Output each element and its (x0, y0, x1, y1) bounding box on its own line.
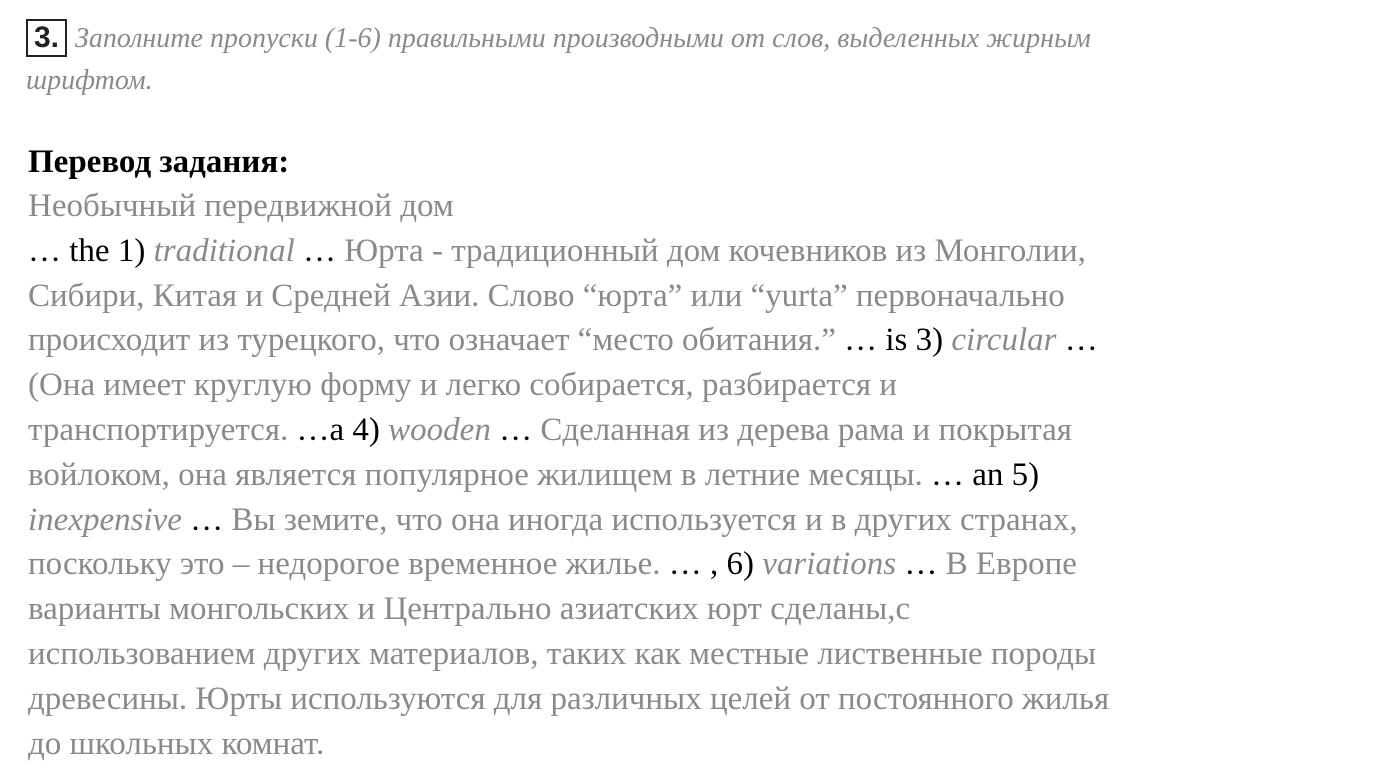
text-line-1 (28, 229, 1348, 274)
text-title: Необычный передвижной дом (28, 188, 454, 224)
answer-6-word: variations (762, 546, 897, 583)
text-line-8 (28, 542, 1348, 587)
task-number-badge: 3. (26, 19, 67, 57)
text-segment: войлоком, она является популярное жилищем в летние месяцы. (28, 456, 932, 493)
answer-4-suffix: … (490, 411, 533, 448)
answer-6-suffix: … (896, 546, 938, 583)
text-segment: поскольку это – недорогое временное жилье. (28, 546, 669, 583)
text-line-10: использованием других материалов, таких как местные лиственные породы (28, 635, 1097, 672)
text-line-5 (28, 408, 1348, 453)
answer-5-suffix: … (181, 501, 224, 538)
answer-4-word: wooden (388, 411, 491, 448)
task-instruction (26, 18, 1356, 102)
text-segment: происходит из турецкого, что означает “место обитания.” (28, 322, 845, 359)
text-line-7 (28, 498, 1348, 543)
text-segment: транспортируется. (28, 411, 297, 448)
text-segment: Сделанная из дерева рама и покрытая (532, 411, 1072, 448)
text-segment: В Европе (937, 546, 1077, 583)
text-line-9: варианты монгольских и Центрально азиатских юрт сделаны,с (28, 591, 911, 628)
answer-1-suffix: … (294, 232, 336, 269)
text-line-6 (28, 453, 1348, 498)
answer-1-prefix: … the 1) (28, 232, 154, 269)
text-line-11: древесины. Юрты используются для различных целей от постоянного жилья (28, 680, 1110, 717)
text-line-4: (Она имеет круглую форму и легко собирается, разбирается и (28, 367, 897, 404)
answer-6-prefix: … , 6) (668, 546, 763, 583)
translation-body (28, 184, 1348, 766)
answer-5-word: inexpensive (28, 501, 182, 538)
answer-3-suffix: … (1056, 322, 1098, 359)
instruction-text-line2: шрифтом. (26, 65, 153, 96)
text-line-2: Сибири, Китая и Средней Азии. Слово “юрта” или “yurta” первоначально (28, 277, 1065, 314)
text-segment: Юрта - традиционный дом кочевников из Монголии, (336, 232, 1086, 269)
instruction-text-line1: Заполните пропуски (1-6) правильными производными от слов, выделенных жирным (75, 23, 1091, 54)
answer-3-word: circular (951, 322, 1057, 359)
answer-5-prefix: … an 5) (931, 456, 1040, 493)
answer-3-prefix: … is 3) (844, 322, 952, 359)
text-segment: Вы земите, что она иногда используется и в других странах, (223, 501, 1078, 538)
answer-4-prefix: …a 4) (296, 411, 389, 448)
text-line-12: до школьных комнат. (28, 725, 325, 762)
answer-1-word: traditional (153, 232, 295, 269)
translation-heading: Перевод задания: (28, 144, 290, 180)
text-line-3 (28, 318, 1348, 363)
